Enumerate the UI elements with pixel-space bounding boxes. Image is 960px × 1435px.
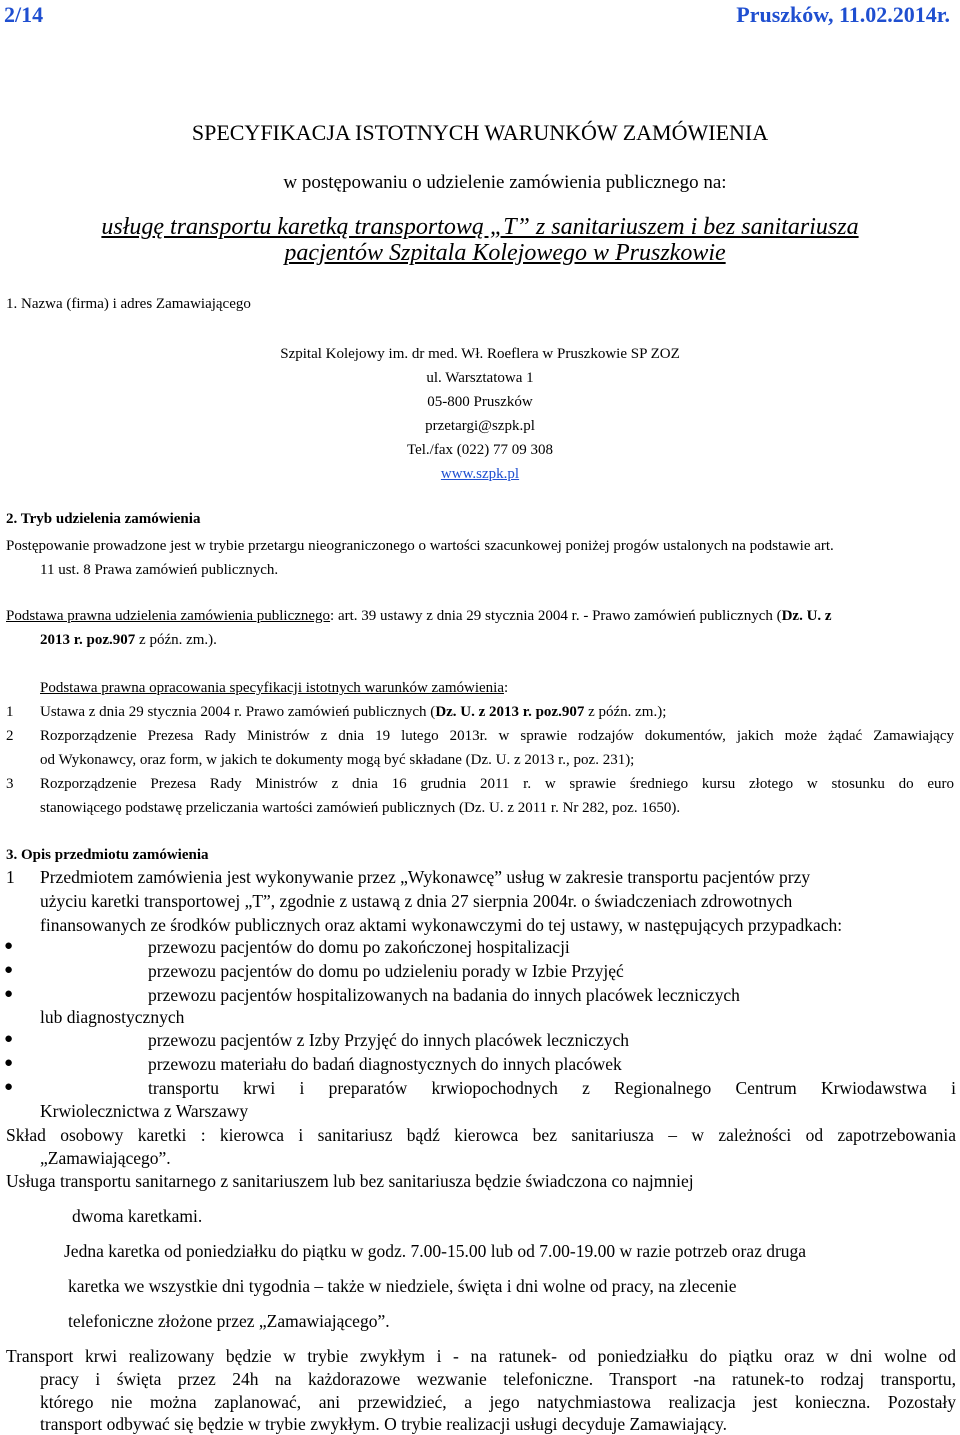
bullet-icon: ●	[4, 962, 14, 978]
blood-transport-text: którego nie można zaplanować, ani przewidzieć, a jego natychmiastowa realizacja jest konieczna. Pozostały	[40, 1392, 956, 1412]
list-item-cont: stanowiącego podstawę przeliczania wartości zamówień publicznych (Dz. U. z 2011 r. Nr 282, poz. 1650).	[40, 800, 681, 816]
list-item: przewozu materiału do badań diagnostycznych do innych placówek	[148, 1054, 622, 1074]
blood-transport-text: transport odbywać się będzie w trybie zwykłym. O trybie realizacji usługi decyduje Zamawiający.	[40, 1414, 727, 1434]
address-line: 05-800 Pruszków	[427, 394, 533, 410]
subject-description: użyciu karetki transportowej „T”, zgodnie z ustawą z dnia 27 sierpnia 2004r. o świadczeniach zdrowotnych	[40, 891, 793, 911]
list-item: przewozu pacjentów do domu po udzieleniu porady w Izbie Przyjęć	[148, 961, 624, 981]
bullet-icon: ●	[4, 986, 14, 1002]
subject-line-2: pacjentów Szpitala Kolejowego w Pruszkowie	[284, 240, 726, 266]
schedule-text: telefoniczne złożone przez „Zamawiającego”.	[68, 1311, 390, 1331]
spec-basis: Podstawa prawna opracowania specyfikacji istotnych warunków zamówienia:	[40, 680, 509, 696]
list-item-cont: od Wykonawcy, oraz form, w jakich te dokumenty mogą być składane (Dz. U. z 2013 r., poz. 231);	[40, 752, 635, 768]
address-line: Szpital Kolejowy im. dr med. Wł. Roeflera w Pruszkowie SP ZOZ	[280, 346, 680, 362]
list-item: przewozu pacjentów z Izby Przyjęć do innych placówek leczniczych	[148, 1030, 630, 1050]
email: przetargi@szpk.pl	[425, 418, 535, 434]
list-item: Ustawa z dnia 29 stycznia 2004 r. Prawo zamówień publicznych (Dz. U. z 2013 r. poz.907 z późn. zm.);	[40, 704, 667, 720]
service-description-cont: dwoma karetkami.	[72, 1206, 203, 1226]
list-item: transportu krwi i preparatów krwiopochodnych z Regionalnego Centrum Krwiodawstwa i	[148, 1078, 956, 1098]
blood-transport-text: Transport krwi realizowany będzie w trybie zwykłym i - na ratunek- od poniedziałku do piątku oraz w dni wolne od	[6, 1346, 956, 1366]
legal-basis-cont: 2013 r. poz.907 z późn. zm.).	[40, 632, 217, 648]
schedule-text: Jedna karetka od poniedziałku do piątku w godz. 7.00-15.00 lub od 7.00-19.00 w razie potrzeb oraz druga	[64, 1241, 807, 1261]
phone-fax: Tel./fax (022) 77 09 308	[406, 442, 553, 458]
subject-line-1: usługę transportu karetką transportową „T” z sanitariuszem i bez sanitariusza	[101, 214, 859, 240]
schedule-text: karetka we wszystkie dni tygodnia – także w niedziele, święta i dni wolne od pracy, na zlecenie	[68, 1276, 737, 1296]
subject-description: Przedmiotem zamówienia jest wykonywanie przez „Wykonawcę” usług w zakresie transportu pacjentów przy	[40, 867, 811, 887]
procedure-text: Postępowanie prowadzone jest w trybie przetargu nieograniczonego o wartości szacunkowej poniżej progów ustalonych na podstawie art.	[6, 538, 834, 554]
section-3-heading: 3. Opis przedmiotu zamówienia	[6, 847, 209, 863]
list-item: przewozu pacjentów do domu po zakończonej hospitalizacji	[148, 937, 570, 957]
service-description: Usługa transportu sanitarnego z sanitariuszem lub bez sanitariusza będzie świadczona co najmniej	[6, 1171, 694, 1191]
staff-composition: Skład osobowy karetki : kierowca i sanitariusz bądź kierowca bez sanitariusza – w zależności od zapotrzebowania	[6, 1125, 956, 1145]
list-item: Rozporządzenie Prezesa Rady Ministrów z dnia 19 lutego 2013r. w sprawie rodzajów dokumentów, jakich może żądać Zamawiający	[40, 728, 954, 744]
bullet-icon: ●	[4, 938, 14, 954]
bullet-icon: ●	[4, 1079, 14, 1095]
document-subtitle: w postępowaniu o udzielenie zamówienia publicznego na:	[283, 172, 727, 193]
spec-basis-label: Podstawa prawna opracowania specyfikacji istotnych warunków zamówienia	[40, 680, 505, 696]
section-2-heading: 2. Tryb udzielenia zamówienia	[6, 511, 201, 527]
address-line: ul. Warsztatowa 1	[426, 370, 534, 386]
list-item-cont: lub diagnostycznych	[40, 1007, 185, 1027]
list-item: Rozporządzenie Prezesa Rady Ministrów z dnia 16 grudnia 2011 r. w sprawie średniego kursu złotego w stosunku do euro	[40, 776, 954, 792]
page-number: 2/14	[4, 2, 44, 27]
bullet-icon: ●	[4, 1055, 14, 1071]
procedure-text: 11 ust. 8 Prawa zamówień publicznych.	[40, 562, 279, 578]
list-item-cont: Krwiolecznictwa z Warszawy	[40, 1101, 249, 1121]
list-item: przewozu pacjentów hospitalizowanych na badania do innych placówek leczniczych	[148, 985, 740, 1005]
website-link[interactable]: www.szpk.pl	[440, 466, 520, 482]
bullet-icon: ●	[4, 1031, 14, 1047]
blood-transport-text: pracy i święta przez 24h na każdorazowe wezwanie telefoniczne. Transport -na ratunek-to rodzaj transportu,	[40, 1369, 956, 1389]
section-1-heading: 1. Nazwa (firma) i adres Zamawiającego	[6, 296, 251, 312]
document-page: 2/14 Pruszków, 11.02.2014r. SPECYFIKACJA ISTOTNYCH WARUNKÓW ZAMÓWIENIA w postępowaniu o udzielenie zamówienia publicznego na: usługę transportu karetką transportową „T” z sanitariuszem i bez sanitariusza pacjentów Szpitala Kolejowego w Pruszkowie 1. Nazwa (firma) i adres Zamawiającego Szpital Kolejowy im. dr med. Wł. Roeflera w Pruszkowie SP ZOZ ul. Warsztatowa 1 05-800 Pruszków przetargi@szpk.pl Tel./fax (022) 77 09 308 www.szpk.pl 2. Tryb udzielenia zamówienia Postępowanie prowadzone jest w trybie przetargu nieograniczonego o wartości szacunkowej poniżej progów ustalonych na podstawie art. 11 ust. 8 Prawa zamówień publicznych. Podstawa prawna udzielenia zamówienia publicznego: art. 39 ustawy z dnia 29 stycznia 2004 r. - Prawo zamówień publicznych (Dz. U. z 2013 r. poz.907 z późn. zm.). Podstawa prawna opracowania specyfikacji istotnych warunków zamówienia: 1 Ustawa z dnia 29 stycznia 2004 r. Prawo zamówień publicznych (Dz. U. z 2013 r. poz.907 z późn. zm.); 2 Rozporządzenie Prezesa Rady Ministrów z dnia 19 lutego 2013r. w sprawie rodzajów dokumentów, jakich może żądać Zamawiający od Wykonawcy, oraz form, w jakich te dokumenty mogą być składane (Dz. U. z 2013 r., poz. 231); 3 Rozporządzenie Prezesa Rady Ministrów z dnia 16 grudnia 2011 r. w sprawie średniego kursu złotego w stosunku do euro stanowiącego podstawę przeliczania wartości zamówień publicznych (Dz. U. z 2011 r. Nr 282, poz. 1650). 3. Opis przedmiotu zamówienia 1 Przedmiotem zamówienia jest wykonywanie przez „Wykonawcę” usług w zakresie transportu pacjentów przy użyciu karetki transportowej „T”, zgodnie z ustawą z dnia 27 sierpnia 2004r. o świadczeniach zdrowotnych finansowanych ze środków publicznych oraz aktami wykonawczymi do tej ustawy, w następujących przypadkach: ● przewozu pacjentów do domu po zakończonej hospitalizacji ● przewozu pacjentów do domu po udzieleniu porady w Izbie Przyjęć ● przewozu pacjentów hospitalizowanych na badania do innych placówek leczniczych lub diagnostycznych ● przewozu pacjentów z Izby Przyjęć do innych placówek leczniczych ● przewozu materiału do badań diagnostycznych do innych placówek ● transportu krwi i preparatów krwiopochodnych z Regionalnego Centrum Krwiodawstwa i Krwiolecznictwa z Warszawy Skład osobowy karetki : kierowca i sanitariusz bądź kierowca bez sanitariusza – w zależności od zapotrzebowania „Zamawiającego”. Usługa transportu sanitarnego z sanitariuszem lub bez sanitariusza będzie świadczona co najmniej dwoma karetkami. Jedna karetka od poniedziałku do piątku w godz. 7.00-15.00 lub od 7.00-19.00 w razie potrzeb oraz druga karetka we wszystkie dni tygodnia – także w niedziele, święta i dni wolne od pracy, na zlecenie telefoniczne złożone przez „Zamawiającego”. Transport krwi realizowany będzie w trybie zwykłym i - na ratunek- od poniedziałku do piątku oraz w dni wolne od pracy i święta przez 24h na każdorazowe wezwanie telefoniczne. Transport -na ratunek-to rodzaj transportu, którego nie można zaplanować, ani przewidzieć, a jego natychmiastowa realizacja jest konieczna. Pozostały transport odbywać się będzie w trybie zwykłym. O trybie realizacji usługi decyduje Zamawiający.	[0, 0, 960, 1435]
place-date: Pruszków, 11.02.2014r.	[736, 2, 950, 27]
staff-composition-cont: „Zamawiającego”.	[40, 1148, 171, 1168]
legal-basis-label: Podstawa prawna udzielenia zamówienia publicznego	[6, 608, 331, 624]
subject-description: finansowanych ze środków publicznych oraz aktami wykonawczymi do tej ustawy, w następujących przypadkach:	[40, 915, 843, 935]
legal-basis: Podstawa prawna udzielenia zamówienia publicznego: art. 39 ustawy z dnia 29 stycznia 2004 r. - Prawo zamówień publicznych (Dz. U. z	[6, 608, 832, 624]
document-title: SPECYFIKACJA ISTOTNYCH WARUNKÓW ZAMÓWIENIA	[191, 120, 769, 145]
